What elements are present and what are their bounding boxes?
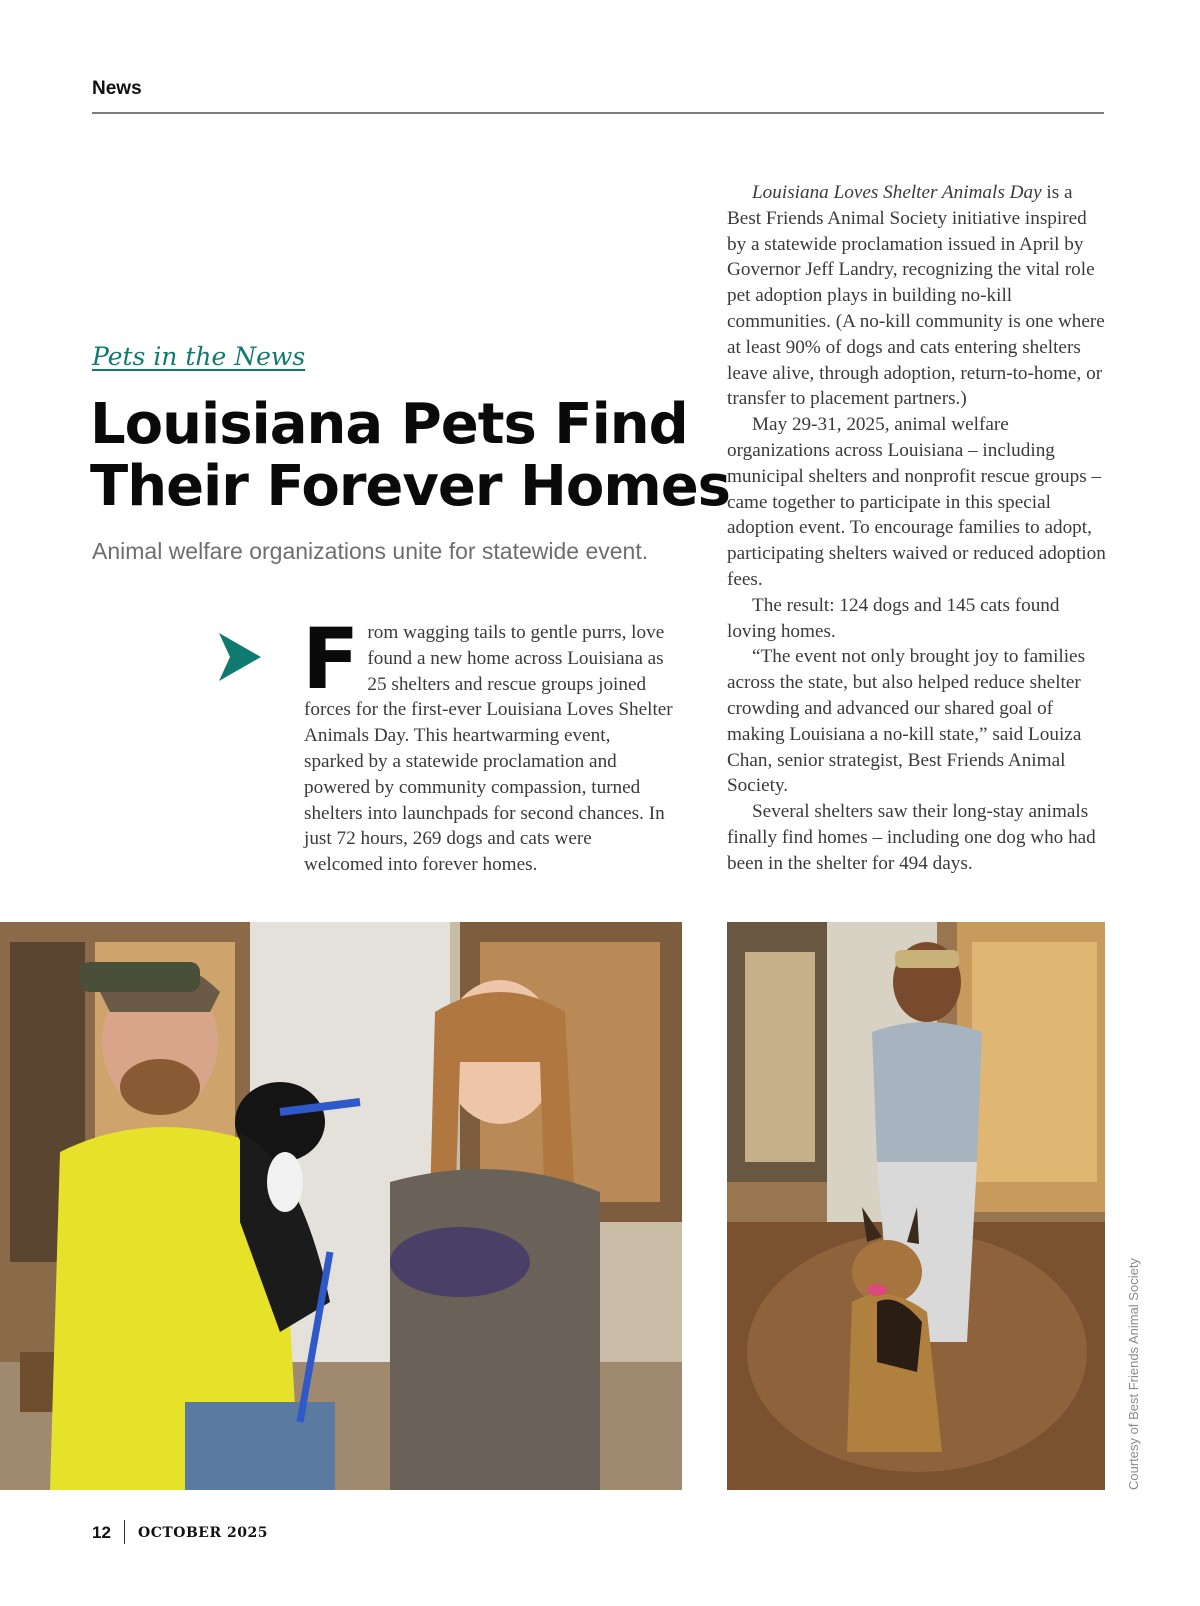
photo-credit: Courtesy of Best Friends Animal Society <box>1126 1258 1141 1490</box>
body-column-right <box>727 180 1107 877</box>
paragraph-3: The result: 124 dogs and 145 cats found loving homes. <box>727 594 1060 642</box>
photo-shepherd-illustration <box>727 922 1105 1490</box>
paragraph-1-text: is a Best Friends Animal Society initiative inspired by a statewide proclamation issued in April by Governor Jeff Landry, recognizing the vital role pet adoption plays in building no-kill communities. (A no-kill community is one where at least 90% of dogs and cats entering shelters leave alive, through adoption, return-to-home, or transfer to placement partners.) <box>727 182 1105 410</box>
photo-adopters-with-puppy <box>0 922 682 1490</box>
dek: Animal welfare organizations unite for statewide event. <box>92 538 649 564</box>
event-name-italic: Louisiana Loves Shelter Animals Day <box>752 182 1042 203</box>
intro-text: rom wagging tails to gentle purrs, love found a new home across Louisiana as 25 shelters and rescue groups joined forces for the first-ever Louisiana Loves Shelter Animals Day. This heartwarming event, sparked by a statewide proclamation and powered by community compassion, turned shelters into launchpads for second chances. In just 72 hours, 269 dogs and cats were welcomed into forever homes. <box>304 622 673 876</box>
issue-date: OCTOBER 2025 <box>138 1525 268 1541</box>
folio-divider <box>124 1520 125 1544</box>
paragraph-4: “The event not only brought joy to families across the state, but also helped reduce shelter crowding and advanced our shared goal of making Louisiana a no-kill state,” said Louiza Chan, senior strategist, Best Friends Animal Society. <box>727 646 1086 797</box>
section-label: News <box>92 78 142 99</box>
headline <box>90 394 730 518</box>
intro-column <box>302 610 674 878</box>
intro-paragraph <box>302 610 674 878</box>
photo-adopters-illustration <box>0 922 682 1490</box>
headline-line1: Louisiana Pets Find <box>90 392 688 457</box>
headline-line2: Their Forever Homes <box>90 454 731 519</box>
paragraph-5: Several shelters saw their long-stay animals finally find homes – including one dog who had been in the shelter for 494 days. <box>727 801 1096 874</box>
photo-adopter-with-shepherd <box>727 922 1105 1490</box>
kicker[interactable]: Pets in the News <box>92 342 306 371</box>
header-rule <box>92 112 1104 114</box>
arrow-right-icon <box>219 633 261 681</box>
dropcap: F <box>302 610 360 708</box>
page-number: 12 <box>92 1523 111 1542</box>
paragraph-2: May 29-31, 2025, animal welfare organizations across Louisiana – including municipal shelters and nonprofit rescue groups – came together to participate in this special adoption event. To encourage families to adopt, participating shelters waived or reduced adoption fees. <box>727 414 1106 590</box>
paragraph-1 <box>727 180 1107 412</box>
